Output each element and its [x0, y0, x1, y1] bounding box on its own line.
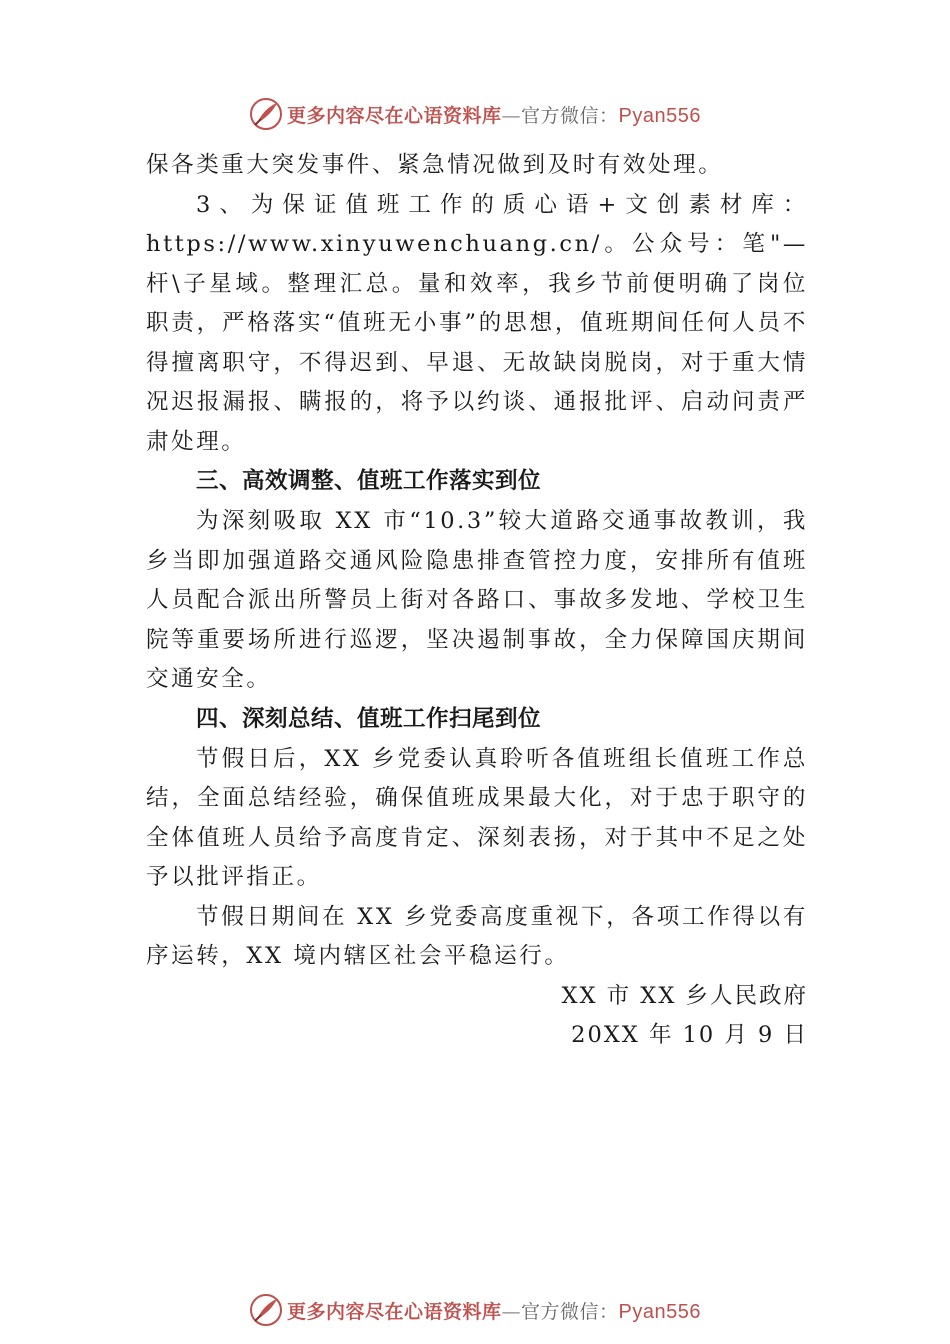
section-heading-4: 四、深刻总结、值班工作扫尾到位 [196, 705, 542, 732]
banner-dash: — [501, 104, 522, 127]
paragraph-duty-quality: 3、为保证值班工作的质心语+文创素材库：https://www.xinyuwenchuang.cn/。公众号：笔"—杆\子星域。整理汇总。量和效率，我乡节前便明确了岗位职责，严格落实“值班无小事”的思想，值班期间任何人员不得擅离职守，不得迟到、早退、无故缺岗脱岗，对于重大情况迟报漏报、瞒报的，将予以约谈、通报批评、启动问责严肃处理。 [146, 191, 808, 455]
document-body [146, 146, 808, 1056]
paragraph-conclusion: 节假日期间在 XX 乡党委高度重视下，各项工作得以有序运转，XX 境内辖区社会平稳运行。 [146, 903, 808, 969]
header-banner [0, 94, 950, 134]
footer-banner [0, 1290, 950, 1330]
paragraph-traffic-safety: 为深刻吸取 XX 市“10.3”较大道路交通事故教训，我乡当即加强道路交通风险隐患排查管控力度，安排所有值班人员配合派出所警员上街对各路口、事故多发地、学校卫生院等重要场所进行巡逻，坚决遏制事故，全力保障国庆期间交通安全。 [146, 508, 808, 692]
banner-text [287, 1297, 701, 1324]
banner-main-text: 更多内容尽在心语资料库 [287, 1300, 502, 1323]
paragraph-summary: 节假日后，XX 乡党委认真聆听各值班组长值班工作总结，全面总结经验，确保值班成果最大化，对于忠于职守的全体值班人员给予高度肯定、深刻表扬，对于其中不足之处予以批评指正。 [146, 745, 808, 890]
section-heading-3: 三、高效调整、值班工作落实到位 [196, 468, 542, 494]
banner-main-text: 更多内容尽在心语资料库 [287, 104, 502, 127]
banner-dash: — [501, 1300, 522, 1323]
banner-wechat-id: Pyan556 [618, 1300, 701, 1323]
banner-wechat-label: 官方微信： [521, 104, 619, 127]
banner-text [287, 101, 701, 128]
signature-line: XX 市 XX 乡人民政府 [561, 982, 808, 1009]
quill-logo-icon [249, 97, 283, 131]
banner-wechat-label: 官方微信： [521, 1300, 619, 1323]
paragraph-continuation: 保各类重大突发事件、紧急情况做到及时有效处理。 [146, 152, 724, 178]
banner-wechat-id: Pyan556 [618, 104, 701, 127]
date-line: 20XX 年 10 月 9 日 [571, 1022, 808, 1048]
quill-logo-icon [249, 1293, 283, 1327]
